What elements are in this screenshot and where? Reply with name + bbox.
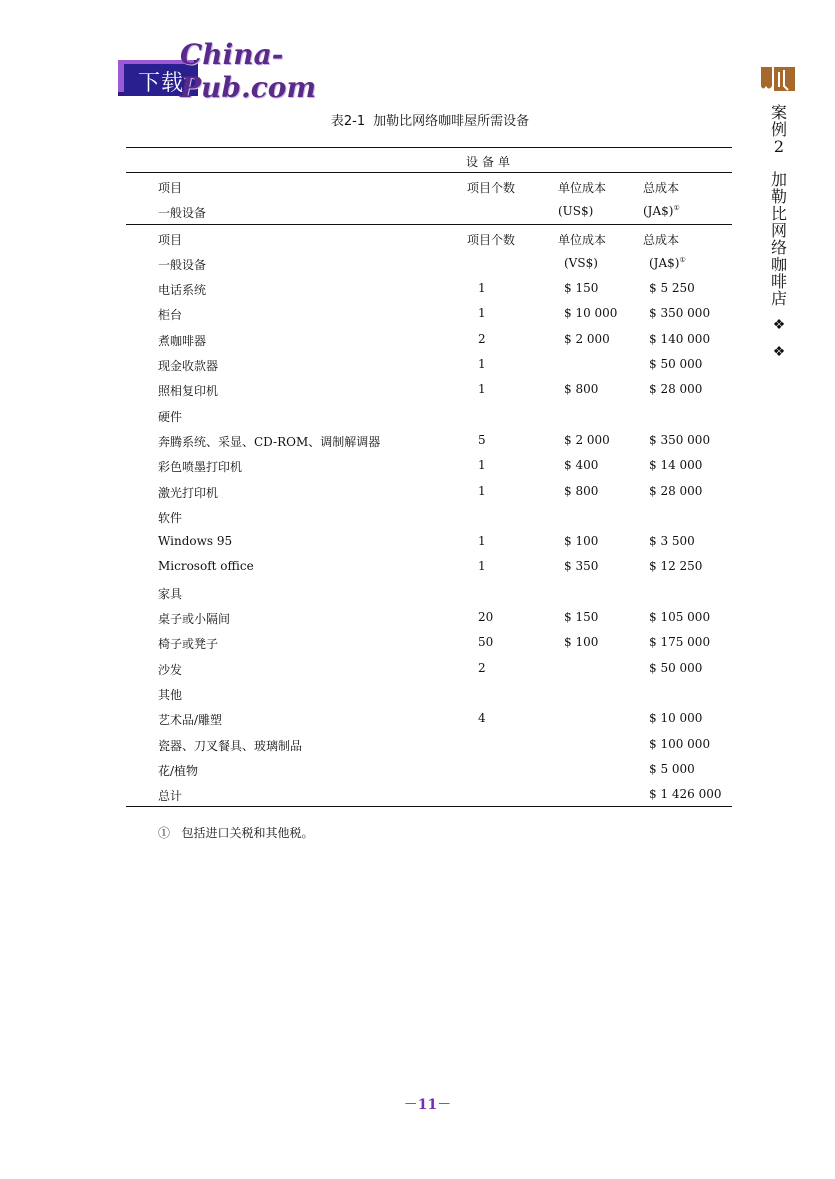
- cell-total-cost: $ 28 000: [649, 382, 703, 397]
- table-row: [126, 705, 732, 730]
- header-row: [126, 225, 732, 250]
- cell-count: 4: [478, 711, 486, 726]
- side-char: 勒: [770, 187, 787, 206]
- cell-total-cost: $ 175 000: [649, 635, 711, 650]
- table-row: [126, 680, 732, 705]
- cell-item: 艺术品/雕塑: [158, 713, 223, 728]
- cell-count: 2: [478, 331, 486, 346]
- diamond-icon: ❖: [772, 317, 786, 333]
- logo-wordmark: China-Pub.com: [180, 38, 317, 104]
- table-row: [126, 478, 732, 503]
- cell-item: 软件: [158, 510, 183, 525]
- table-row: [126, 351, 732, 376]
- col-header-unit-currency: (US$): [558, 204, 594, 219]
- cell-unit-cost: $ 800: [564, 483, 599, 498]
- cell-count: 1: [478, 534, 486, 549]
- cell-item: Windows 95: [158, 534, 233, 549]
- cell-unit-cost: $ 2 000: [564, 432, 610, 447]
- table-heading: 设备单: [466, 155, 515, 169]
- page-number-suffix: －: [437, 1097, 452, 1113]
- table-row: [126, 376, 732, 401]
- cell-total-cost: $ 50 000: [649, 357, 703, 372]
- col-header-category: 一般设备: [158, 257, 207, 272]
- page-number-value: 11: [417, 1097, 438, 1113]
- side-char: 2: [773, 137, 785, 156]
- cell-count: 1: [478, 559, 486, 574]
- cell-unit-cost: $ 150: [564, 281, 599, 296]
- footnote-text: 包括进口关税和其他税。: [181, 826, 314, 840]
- cell-count: 5: [478, 432, 486, 447]
- cell-total-cost: $ 5 250: [649, 281, 695, 296]
- cell-item: 硬件: [158, 409, 183, 424]
- cell-item: 奔腾系统、采显、CD-ROM、调制解调器: [158, 434, 381, 449]
- cell-unit-cost: $ 100: [564, 534, 599, 549]
- cell-item: 柜台: [158, 308, 183, 323]
- cell-item: 彩色喷墨打印机: [158, 460, 243, 475]
- cell-item: 其他: [158, 687, 183, 702]
- col-header-unit: 单位成本: [558, 181, 607, 195]
- table-caption: [0, 110, 835, 129]
- cell-count: 20: [478, 610, 494, 625]
- cell-item: 电话系统: [158, 283, 207, 298]
- col-header-item: 项目: [158, 181, 183, 195]
- cell-unit-cost: $ 10 000: [564, 306, 618, 321]
- cell-total-cost: $ 5 000: [649, 761, 695, 776]
- col-header-total-currency: (JA$)①: [649, 255, 686, 270]
- cell-item: 照相复印机: [158, 384, 219, 399]
- cell-count: 1: [478, 281, 486, 296]
- table-row: [126, 604, 732, 629]
- footnote-mark: ①: [158, 826, 171, 840]
- col-header-total-currency: (JA$)①: [643, 204, 680, 219]
- book-icon: [760, 66, 796, 92]
- cell-count: 50: [478, 635, 494, 650]
- col-header-unit: 单位成本: [558, 232, 607, 247]
- footnote-mark: ①: [679, 255, 686, 264]
- cell-unit-cost: $ 400: [564, 458, 599, 473]
- cell-count: 1: [478, 357, 486, 372]
- cell-unit-cost: $ 150: [564, 610, 599, 625]
- header-row: [126, 250, 732, 275]
- cell-item: 家具: [158, 586, 183, 601]
- table-row: [126, 275, 732, 300]
- table-row: [126, 579, 732, 604]
- table-row: [126, 452, 732, 477]
- cell-item: 现金收款器: [158, 359, 219, 374]
- logo-badge-text: 下载: [138, 71, 185, 96]
- col-header-unit-currency: (VS$): [564, 255, 598, 270]
- page-number: [0, 1094, 835, 1114]
- cell-item: 瓷器、刀叉餐具、玻璃制品: [158, 738, 303, 753]
- header-row: [126, 198, 732, 223]
- cell-count: 1: [478, 306, 486, 321]
- footnote-mark: ①: [673, 204, 680, 213]
- cell-item: 花/植物: [158, 763, 199, 778]
- table-row: [126, 402, 732, 427]
- side-char: 例: [770, 120, 787, 139]
- cell-total-cost: $ 105 000: [649, 610, 711, 625]
- cell-total-cost: $ 350 000: [649, 306, 711, 321]
- cell-unit-cost: $ 350: [564, 559, 599, 574]
- cell-count: 1: [478, 458, 486, 473]
- table-row: [126, 326, 732, 351]
- col-header-total: 总成本: [643, 232, 680, 247]
- table-row: [126, 731, 732, 756]
- cell-total-cost: $ 350 000: [649, 432, 711, 447]
- cell-total-cost: $ 14 000: [649, 458, 703, 473]
- cell-item: 桌子或小隔间: [158, 612, 231, 627]
- page-number-prefix: －: [403, 1097, 418, 1113]
- table-row: [126, 781, 732, 806]
- cell-total-cost: $ 1 426 000: [649, 787, 722, 802]
- header-row: [126, 173, 732, 198]
- col-header-count: 项目个数: [467, 181, 516, 195]
- equipment-table: [126, 147, 732, 807]
- table-row: [126, 427, 732, 452]
- cell-count: 2: [478, 660, 486, 675]
- cell-count: 1: [478, 483, 486, 498]
- china-pub-logo[interactable]: [118, 38, 408, 104]
- side-char: 络: [770, 238, 787, 257]
- side-char: 比: [770, 204, 787, 223]
- cell-total-cost: $ 100 000: [649, 736, 711, 751]
- table-title-row: [126, 148, 732, 172]
- table-row: [126, 300, 732, 325]
- side-char: 网: [770, 221, 787, 240]
- cell-item: 煮咖啡器: [158, 333, 207, 348]
- col-header-count: 项目个数: [467, 232, 516, 247]
- side-char: 加: [770, 170, 787, 189]
- cell-item: 椅子或凳子: [158, 637, 219, 652]
- cell-item: 激光打印机: [158, 485, 219, 500]
- table-row: [126, 503, 732, 528]
- cell-unit-cost: $ 800: [564, 382, 599, 397]
- footnote: [158, 824, 313, 841]
- cell-total-cost: $ 50 000: [649, 660, 703, 675]
- table-row: [126, 756, 732, 781]
- cell-item: 总计: [158, 789, 183, 804]
- cell-count: 1: [478, 382, 486, 397]
- col-header-category: 一般设备: [158, 206, 207, 221]
- side-char: 案: [770, 103, 787, 122]
- table-row: [126, 655, 732, 680]
- side-chapter-label: [766, 104, 792, 361]
- col-header-item: 项目: [158, 232, 183, 247]
- side-char: 啡: [770, 272, 787, 291]
- cell-unit-cost: $ 2 000: [564, 331, 610, 346]
- table-title: 加勒比网络咖啡屋所需设备: [373, 114, 530, 129]
- cell-item: 沙发: [158, 662, 183, 677]
- table-row: [126, 528, 732, 553]
- table-row: [126, 553, 732, 578]
- cell-total-cost: $ 10 000: [649, 711, 703, 726]
- cell-total-cost: $ 28 000: [649, 483, 703, 498]
- cell-total-cost: $ 12 250: [649, 559, 703, 574]
- cell-item: Microsoft office: [158, 559, 254, 574]
- table-bottom-rule: [126, 806, 732, 807]
- table-row: [126, 629, 732, 654]
- cell-total-cost: $ 140 000: [649, 331, 711, 346]
- diamond-icon: ❖: [772, 344, 786, 360]
- col-header-total: 总成本: [643, 181, 680, 195]
- table-body: [126, 275, 732, 806]
- cell-total-cost: $ 3 500: [649, 534, 695, 549]
- side-char: 咖: [770, 255, 787, 274]
- table-number: 表2-1: [330, 114, 366, 129]
- side-char: 店: [770, 289, 787, 308]
- cell-unit-cost: $ 100: [564, 635, 599, 650]
